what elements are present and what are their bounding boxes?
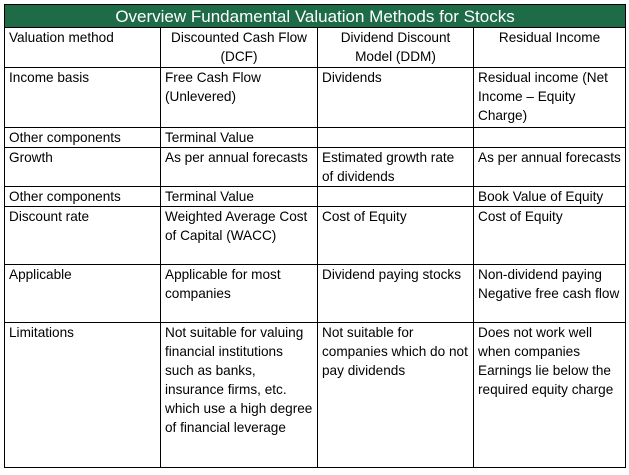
dcf-cell: Terminal Value — [161, 187, 318, 207]
row-label: Other components — [5, 128, 161, 148]
valuation-methods-table — [4, 4, 626, 468]
row-label: Income basis — [5, 68, 161, 128]
ddm-cell: Dividend paying stocks — [318, 265, 474, 323]
dcf-cell: Not suitable for valuing financial institutions such as banks, insurance firms, etc. which use a high degree of financial leverage — [161, 323, 318, 468]
table-row — [5, 265, 626, 323]
ddm-cell — [318, 128, 474, 148]
ddm-cell: Dividends — [318, 68, 474, 128]
table-row — [5, 207, 626, 265]
header-ddm: Dividend Discount Model (DDM) — [318, 28, 474, 68]
residual-income-cell: Residual income (Net Income – Equity Charge) — [474, 68, 626, 128]
ddm-cell: Cost of Equity — [318, 207, 474, 265]
dcf-cell: Weighted Average Cost of Capital (WACC) — [161, 207, 318, 265]
table-row — [5, 128, 626, 148]
title-row — [5, 5, 626, 28]
header-residual-income: Residual Income — [474, 28, 626, 68]
ddm-cell: Not suitable for companies which do not pay dividends — [318, 323, 474, 468]
row-label: Limitations — [5, 323, 161, 468]
row-label: Applicable — [5, 265, 161, 323]
ddm-cell — [318, 187, 474, 207]
dcf-cell: Free Cash Flow (Unlevered) — [161, 68, 318, 128]
table-title: Overview Fundamental Valuation Methods for Stocks — [5, 5, 626, 28]
residual-income-cell: As per annual forecasts — [474, 148, 626, 187]
residual-income-cell: Does not work well when companies Earnings lie below the required equity charge — [474, 323, 626, 468]
row-label: Growth — [5, 148, 161, 187]
dcf-cell: Applicable for most companies — [161, 265, 318, 323]
table-row — [5, 187, 626, 207]
row-label: Other components — [5, 187, 161, 207]
valuation-table-container — [4, 4, 625, 468]
row-label: Discount rate — [5, 207, 161, 265]
table-row — [5, 323, 626, 468]
dcf-cell: As per annual forecasts — [161, 148, 318, 187]
header-row — [5, 28, 626, 68]
residual-income-cell: Non-dividend paying Negative free cash flow — [474, 265, 626, 323]
header-dcf: Discounted Cash Flow (DCF) — [161, 28, 318, 68]
residual-income-cell: Book Value of Equity — [474, 187, 626, 207]
dcf-cell: Terminal Value — [161, 128, 318, 148]
residual-income-cell: Cost of Equity — [474, 207, 626, 265]
ddm-cell: Estimated growth rate of dividends — [318, 148, 474, 187]
table-row — [5, 68, 626, 128]
table-row — [5, 148, 626, 187]
header-valuation-method: Valuation method — [5, 28, 161, 68]
residual-income-cell — [474, 128, 626, 148]
